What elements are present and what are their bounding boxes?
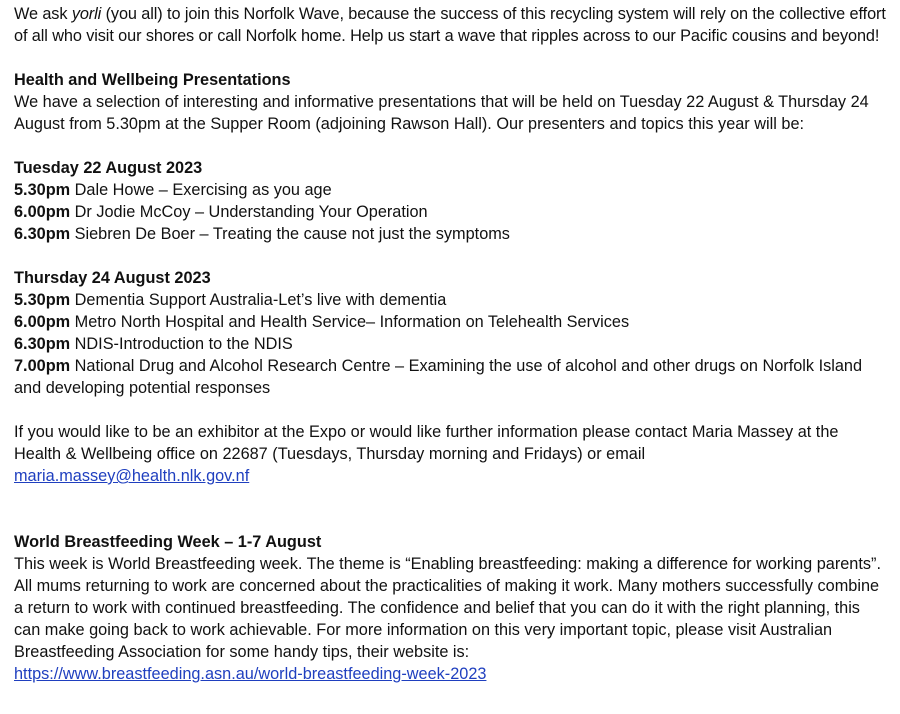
schedule-time: 6.30pm xyxy=(14,335,71,353)
contact-paragraph xyxy=(14,421,886,487)
breastfeeding-text: This week is World Breastfeeding week. The theme is “Enabling breastfeeding: making a difference for working parents”. All mums returning to work are concerned about the practicalities of making it work. Many mothers successfully combine a return to work with continued breastfeeding. The confidence and belief that you can do it with the right planning, this can make going back to work achievable. For more information on this very important topic, please visit Australian Breastfeeding Association for some handy tips, their website is: xyxy=(14,555,881,661)
schedule-time: 6.00pm xyxy=(14,313,71,331)
thursday-heading: Thursday 24 August 2023 xyxy=(14,269,211,287)
schedule-text: Dementia Support Australia-Let’s live with dementia xyxy=(70,291,447,309)
contact-email-link[interactable]: maria.massey@health.nlk.gov.nf xyxy=(14,467,250,485)
health-heading: Health and Wellbeing Presentations xyxy=(14,71,291,89)
schedule-time: 5.30pm xyxy=(14,181,71,199)
thursday-schedule xyxy=(14,289,886,399)
schedule-item xyxy=(14,333,886,355)
tuesday-schedule xyxy=(14,179,886,245)
intro-text-rest: (you all) to join this Norfolk Wave, because the success of this recycling system will rely on the collective effort of all who visit our shores or call Norfolk home. Help us start a wave that ripples across to our Pacific cousins and beyond! xyxy=(14,5,886,45)
schedule-text: National Drug and Alcohol Research Centre – Examining the use of alcohol and other drugs on Norfolk Island and developing potential responses xyxy=(14,357,863,397)
breastfeeding-paragraph xyxy=(14,553,886,685)
intro-text-start: We ask xyxy=(14,5,72,23)
tuesday-heading: Tuesday 22 August 2023 xyxy=(14,159,203,177)
schedule-text: Siebren De Boer – Treating the cause not just the symptoms xyxy=(70,225,510,243)
breastfeeding-website-link[interactable]: https://www.breastfeeding.asn.au/world-breastfeeding-week-2023 xyxy=(14,665,487,683)
schedule-time: 6.30pm xyxy=(14,225,71,243)
schedule-text: Dale Howe – Exercising as you age xyxy=(70,181,332,199)
schedule-text: NDIS-Introduction to the NDIS xyxy=(70,335,293,353)
schedule-item xyxy=(14,289,886,311)
breastfeeding-heading: World Breastfeeding Week – 1-7 August xyxy=(14,533,322,551)
schedule-text: Metro North Hospital and Health Service– Information on Telehealth Services xyxy=(70,313,630,331)
intro-italic-word: yorli xyxy=(71,5,102,23)
schedule-item xyxy=(14,311,886,333)
schedule-time: 5.30pm xyxy=(14,291,71,309)
health-paragraph: We have a selection of interesting and informative presentations that will be held on Tuesday 22 August & Thursday 24 August from 5.30pm at the Supper Room (adjoining Rawson Hall). Our presenters and topics this year will be: xyxy=(14,93,869,133)
schedule-time: 7.00pm xyxy=(14,357,71,375)
schedule-item xyxy=(14,179,886,201)
schedule-item xyxy=(14,223,886,245)
contact-text: If you would like to be an exhibitor at the Expo or would like further information please contact Maria Massey at the Health & Wellbeing office on 22687 (Tuesdays, Thursday morning and Fridays) or email xyxy=(14,423,839,463)
schedule-text: Dr Jodie McCoy – Understanding Your Operation xyxy=(70,203,428,221)
schedule-item xyxy=(14,355,886,399)
intro-paragraph xyxy=(14,3,886,47)
schedule-item xyxy=(14,201,886,223)
schedule-time: 6.00pm xyxy=(14,203,71,221)
